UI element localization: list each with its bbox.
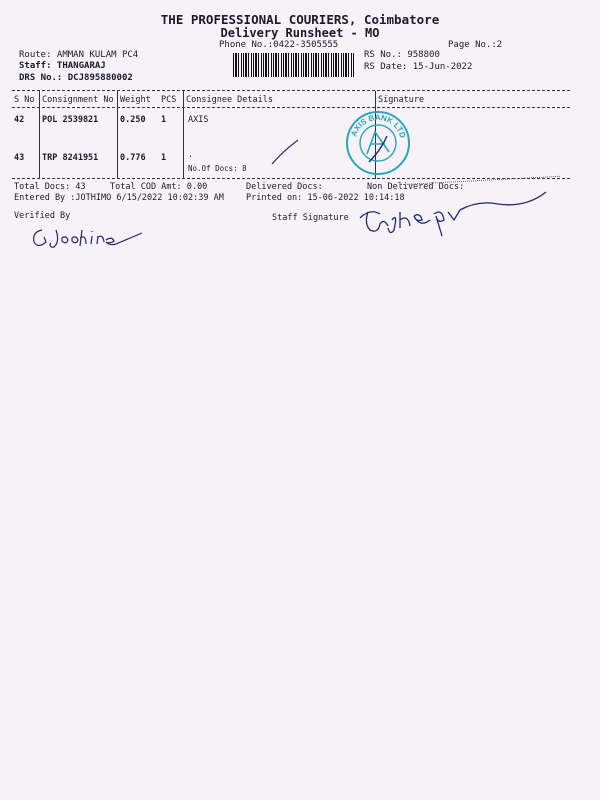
- col-signature: Signature: [378, 95, 425, 105]
- route: Route: AMMAN KULAM PC4: [19, 50, 139, 60]
- barcode: [233, 53, 355, 77]
- column-divider: [117, 91, 118, 179]
- phone-number: Phone No.:0422-3505555: [219, 40, 339, 50]
- staff-name: Staff: THANGARAJ: [19, 61, 106, 71]
- total-cod: Total COD Amt: 0.00: [110, 182, 208, 192]
- total-docs: Total Docs: 43: [14, 182, 86, 192]
- col-sno: S No: [14, 95, 35, 105]
- col-weight: Weight: [120, 95, 151, 105]
- stamp-text: AXIS BANK LTD: [349, 112, 408, 140]
- table-top-rule: [12, 90, 570, 91]
- row-weight: 0.250: [120, 115, 146, 125]
- rs-date: RS Date: 15-Jun-2022: [364, 62, 473, 72]
- row-pcs: 1: [161, 115, 167, 125]
- row-consignee: AXIS: [188, 115, 209, 125]
- staff-signature: [358, 190, 548, 240]
- row-pcs: 1: [161, 153, 167, 163]
- col-pcs: PCS: [161, 95, 177, 105]
- table-header-rule: [12, 107, 570, 108]
- staff-signature-label: Staff Signature: [272, 213, 349, 223]
- rs-number: RS No.: 958800: [364, 50, 440, 60]
- printed-on: Printed on: 15-06-2022 10:14:18: [246, 193, 405, 203]
- delivered-docs: Delivered Docs:: [246, 182, 323, 192]
- row-sno: 43: [14, 153, 25, 163]
- row-weight: 0.776: [120, 153, 146, 163]
- col-consignee: Consignee Details: [186, 95, 273, 105]
- row-consignment: POL 2539821: [42, 115, 99, 125]
- entered-by: Entered By :JOTHIMO 6/15/2022 10:02:39 AM: [14, 193, 224, 203]
- non-delivered-docs: Non Delivered Docs:: [367, 182, 465, 192]
- column-divider: [183, 91, 184, 179]
- col-consignment: Consignment No: [42, 95, 114, 105]
- row-consignment: TRP 8241951: [42, 153, 99, 163]
- verified-by-label: Verified By: [14, 211, 71, 221]
- column-divider: [39, 91, 40, 179]
- row-sno: 42: [14, 115, 25, 125]
- page-number: Page No.:2: [448, 40, 503, 50]
- pen-mark: [270, 138, 300, 168]
- drs-number: DRS No.: DCJ895880002: [19, 73, 133, 83]
- row-doc-count: No.Of Docs: 8: [188, 164, 247, 173]
- company-name: THE PROFESSIONAL COURIERS, Coimbatore: [160, 12, 440, 27]
- bank-stamp: [345, 110, 411, 176]
- sheet-title: Delivery Runsheet - MO: [220, 26, 380, 40]
- row-consignee: .: [188, 150, 194, 160]
- verifier-signature: [30, 222, 150, 252]
